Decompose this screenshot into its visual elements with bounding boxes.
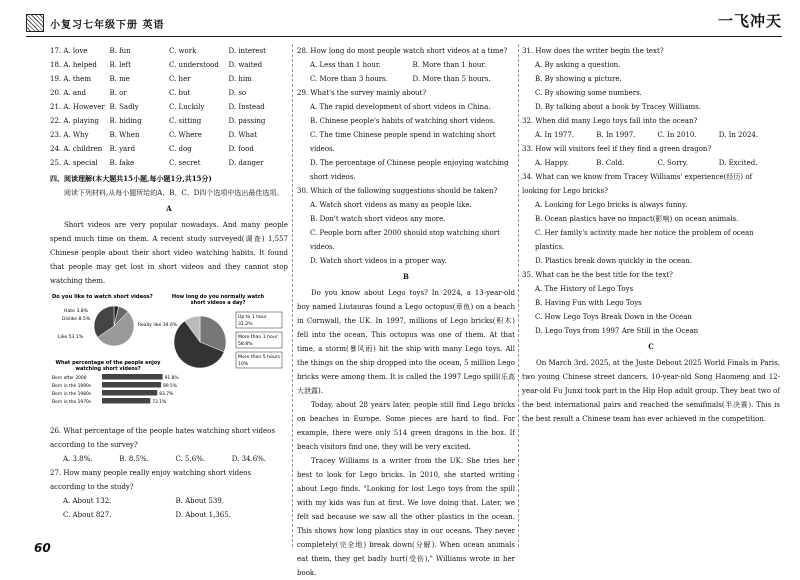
answer-option: A. By asking a question. (535, 61, 621, 69)
question-number: 22. A. playing (50, 117, 99, 125)
question-stem: 29. What's the survey mainly about? (297, 89, 427, 97)
passage-label: A (166, 204, 172, 213)
answer-option: D. danger (228, 159, 264, 167)
answer-option: B. hiding (109, 117, 142, 125)
question-stem: 31. How does the writer begin the text? (522, 47, 664, 55)
question-number: 25. A. special (50, 159, 98, 167)
legend-value: 10% (238, 362, 249, 367)
column-3 (522, 44, 780, 426)
question-number: 20. A. and (50, 89, 87, 97)
chart-title: short videos a day? (190, 300, 246, 306)
answer-option: A. Looking for Lego bricks is always funny. (535, 201, 688, 209)
answer-option: C. Luckily (169, 103, 205, 111)
answer-option: C. 5.6%. (175, 455, 206, 463)
answer-option: D. him (228, 75, 252, 83)
answer-option: C. sitting (169, 117, 202, 125)
cloze-option-row (50, 128, 288, 142)
bar-value-label: 89.5% (163, 384, 178, 389)
bar-category-label: Born after 2000 (52, 376, 87, 381)
answer-options (297, 72, 515, 86)
answer-option: B. fun (109, 47, 131, 55)
question-list (297, 44, 515, 268)
answer-option: B. Chinese people's habits of watching short videos. (310, 117, 496, 125)
answer-option: C. Where (169, 131, 202, 139)
passage-a-text: Short videos are very popular nowadays. And many people spend much time on them. A recent study surveyed(调查) 1,557 Chinese people about their short video watching habits. It found that people may get lost in short videos and they cannot stop watching them. (50, 221, 288, 285)
bar-value-label: 83.7% (159, 392, 174, 397)
bar (102, 382, 161, 388)
passage-c-text: On March 3rd, 2025, at the Juste Debout 2025 World Finals in Paris, two young Chinese street dancers, 10-year-old Song Haomeng and 12-year-old Fu Junxi took part in the Hip Hop adult group. They beat two of the best international pairs and reached the semifinals(半决赛). This is the best result a Chinese team has ever achieved in the competition. (522, 359, 780, 423)
answer-option: B. 8.5%. (119, 455, 149, 463)
answer-option: C. By showing some numbers. (535, 89, 642, 97)
answer-option: B. or (109, 89, 127, 97)
page-header (0, 0, 800, 40)
passage-b-paragraph: Today, about 28 years later, people still find Lego bricks on beaches in Europe. Some pieces are hard to find. For example, there were only 514 green dragons in the box. If beach visitors find one, they will be very excited. (297, 401, 515, 451)
answer-option: C. The time Chinese people spend in watching short videos. (310, 131, 496, 153)
question-number: 23. A. Why (50, 131, 89, 139)
cloze-option-row (50, 58, 288, 72)
section-heading: 四、阅读理解(本大题共15小题,每小题1分,共15分) (50, 174, 212, 183)
answer-option: D. Lego Toys from 1997 Are Still in the Ocean (535, 327, 699, 335)
answer-options (50, 494, 288, 508)
answer-option: D. More than 5 hours. (412, 75, 491, 83)
cloze-option-row (50, 100, 288, 114)
answer-option: D. passing (228, 117, 266, 125)
answer-option: B. fake (109, 159, 135, 167)
answer-option: C. dog (169, 145, 192, 153)
answer-option: B. me (109, 75, 130, 83)
question-number: 21. A. However (50, 103, 105, 111)
answer-option: D. The percentage of Chinese people enjoying watching short videos. (310, 159, 509, 181)
answer-option: C. but (169, 89, 191, 97)
answer-option: C. Her family's activity made her notice the problem of ocean plastics. (535, 229, 754, 251)
legend-label: More than 5 hours (238, 355, 281, 360)
cloze-option-row (50, 86, 288, 100)
question-stem: 27. How many people really enjoy watching short videos according to the study? (50, 469, 252, 491)
question-number: 17. A. love (50, 47, 88, 55)
answer-option: C. her (169, 75, 191, 83)
bar-value-label: 73.1% (152, 400, 167, 405)
cloze-option-row (50, 72, 288, 86)
book-logo-icon (26, 14, 44, 32)
question-stem: 32. When did many Lego toys fall into the ocean? (522, 117, 698, 125)
answer-option: A. Less than 1 hour. (310, 61, 381, 69)
bar-category-label: Born in the 1980s (52, 392, 92, 397)
legend-label: More than 1 hour (238, 335, 278, 340)
answer-option: D. food (228, 145, 254, 153)
question-list (50, 424, 288, 522)
chart-title: How long do you normally watch (171, 294, 265, 300)
answer-option: D. In 2024. (718, 131, 759, 139)
answer-option: B. More than 1 hour. (412, 61, 487, 69)
bar-category-label: Born in the 1990s (52, 384, 92, 389)
cloze-options-list (50, 44, 288, 170)
answer-option: D. so (228, 89, 247, 97)
answer-option: B. Having Fun with Lego Toys (535, 299, 642, 307)
answer-option: A. Watch short videos as many as people like. (310, 201, 472, 209)
answer-option: B. About 539. (175, 497, 224, 505)
legend-value: 31.2% (238, 322, 253, 327)
answer-options (522, 128, 780, 142)
bar-category-label: Born in the 1970s (52, 400, 92, 405)
answer-option: C. Sorry. (657, 159, 689, 167)
answer-option: C. secret (169, 159, 201, 167)
pie-label: Hate 3.8% (64, 309, 89, 314)
answer-option: B. Sadly (109, 103, 139, 111)
answer-option: C. People born after 2000 should stop watching short videos. (310, 229, 500, 251)
answer-option: C. understood (169, 61, 219, 69)
answer-option: A. The rapid development of short videos in China. (310, 103, 491, 111)
answer-option: C. work (169, 47, 197, 55)
bar (102, 374, 163, 380)
question-number: 18. A. helped (50, 61, 97, 69)
section-instruction: 阅读下列材料,从每小题所给的A、B、C、D四个选项中选出最佳选项。 (64, 189, 284, 197)
column-divider (292, 44, 293, 547)
cloze-option-row (50, 156, 288, 170)
chart-title: watching short videos? (75, 366, 141, 372)
question-stem: 34. What can we know from Tracey Williams' experience(经历) of looking for Lego bricks? (522, 173, 753, 195)
answer-option: B. Ocean plastics have no impact(影响) on ocean animals. (535, 215, 739, 223)
survey-charts (50, 290, 288, 420)
answer-option: C. More than 3 hours. (310, 75, 388, 83)
answer-options (50, 452, 288, 466)
bar (102, 398, 150, 404)
brand-name: 一飞冲天 (717, 12, 782, 30)
bar-value-label: 91.8% (164, 376, 179, 381)
column-1 (50, 44, 288, 522)
answer-option: A. The History of Lego Toys (535, 285, 634, 293)
page-number: 60 (34, 541, 51, 555)
pie-label: Dislike 8.5% (62, 317, 91, 322)
answer-option: B. Cold. (596, 159, 625, 167)
cloze-option-row (50, 142, 288, 156)
question-stem: 33. How will visitors feel if they find a green dragon? (522, 145, 712, 153)
passage-b-paragraph: Tracey Williams is a writer from the UK. She tries her best to look for Lego bricks. In 2010, she started writing about Lego finds. "Looking for lost Lego toys from the spill with my kids was fun at first. We love doing that. Later, we felt sad because we saw all the other plastics in the ocean. This shows how long plastics stay in our oceans. They never completely(完全地) break down(分解). When ocean animals eat them, they get badly hurt(受伤)," Williams wrote in her book. (297, 457, 515, 577)
answer-option: C. In 2010. (657, 131, 697, 139)
question-number: 24. A. children (50, 145, 103, 153)
answer-option: B. When (109, 131, 140, 139)
cloze-option-row (50, 114, 288, 128)
answer-option: B. yard (109, 145, 136, 153)
question-stem: 30. Which of the following suggestions should be taken? (297, 187, 498, 195)
answer-option: D. Excited. (718, 159, 758, 167)
answer-option: B. Don't watch short videos any more. (310, 215, 446, 223)
pie-label: Like 53.1% (58, 335, 84, 340)
answer-options (522, 156, 780, 170)
question-list (522, 44, 780, 338)
answer-options (297, 58, 515, 72)
passage-label: C (648, 342, 654, 351)
answer-option: A. 3.8%. (63, 455, 93, 463)
chart-title: Do you like to watch short videos? (52, 294, 153, 300)
answer-option: D. Instead (228, 103, 265, 111)
answer-options (50, 508, 288, 522)
passage-b-paragraph: Do you know about Lego toys? In 2024, a 13-year-old boy named Liutauras found a Lego octopus(章鱼) on a beach in Cornwall, the UK. In 1997, millions of Lego bricks(积木) fell into the ocean. This octopus was one of them. At that time, a storm(暴风雨) hit the ship with many Lego toys. All the things on the ship dropped into the ocean, 5 million Lego bricks were among them. It is called the 1997 Lego spill(乐高大泄露). (297, 289, 515, 395)
legend-label: Up to 1 hour (238, 315, 267, 320)
answer-option: D. Watch short videos in a proper way. (310, 257, 447, 265)
column-2 (297, 44, 515, 580)
answer-option: D. 34.6%. (231, 455, 267, 463)
question-stem: 28. How long do most people watch short videos at a time? (297, 47, 508, 55)
charts-svg (50, 290, 288, 420)
answer-option: A. Happy. (535, 159, 569, 167)
answer-option: D. What (228, 131, 258, 139)
answer-option: D. interest (228, 47, 266, 55)
answer-option: D. About 1,365. (175, 511, 231, 519)
answer-option: B. In 1997. (596, 131, 636, 139)
cloze-option-row (50, 44, 288, 58)
answer-option: A. About 132. (63, 497, 112, 505)
answer-option: C. How Lego Toys Break Down in the Ocean (535, 313, 692, 321)
answer-option: D. Plastics break down quickly in the ocean. (535, 257, 693, 265)
chart-title: What percentage of the people enjoy (55, 360, 161, 366)
question-number: 19. A. them (50, 75, 91, 83)
header-rule (26, 36, 782, 37)
answer-option: B. left (109, 61, 131, 69)
passage-label: B (403, 272, 409, 281)
answer-option: D. waited (228, 61, 263, 69)
question-stem: 26. What percentage of the people hates watching short videos according to the survey? (50, 427, 275, 449)
answer-option: D. By talking about a book by Tracey Williams. (535, 103, 701, 111)
book-title: 小复习七年级下册 英语 (50, 20, 165, 31)
bar (102, 390, 157, 396)
answer-option: C. About 827. (63, 511, 112, 519)
legend-value: 58.8% (238, 342, 253, 347)
answer-option: A. In 1977. (535, 131, 575, 139)
answer-option: B. By showing a picture. (535, 75, 622, 83)
question-stem: 35. What can be the best title for the text? (522, 271, 673, 279)
column-divider (518, 44, 519, 547)
pie-label: Really like 34.6% (138, 323, 178, 328)
